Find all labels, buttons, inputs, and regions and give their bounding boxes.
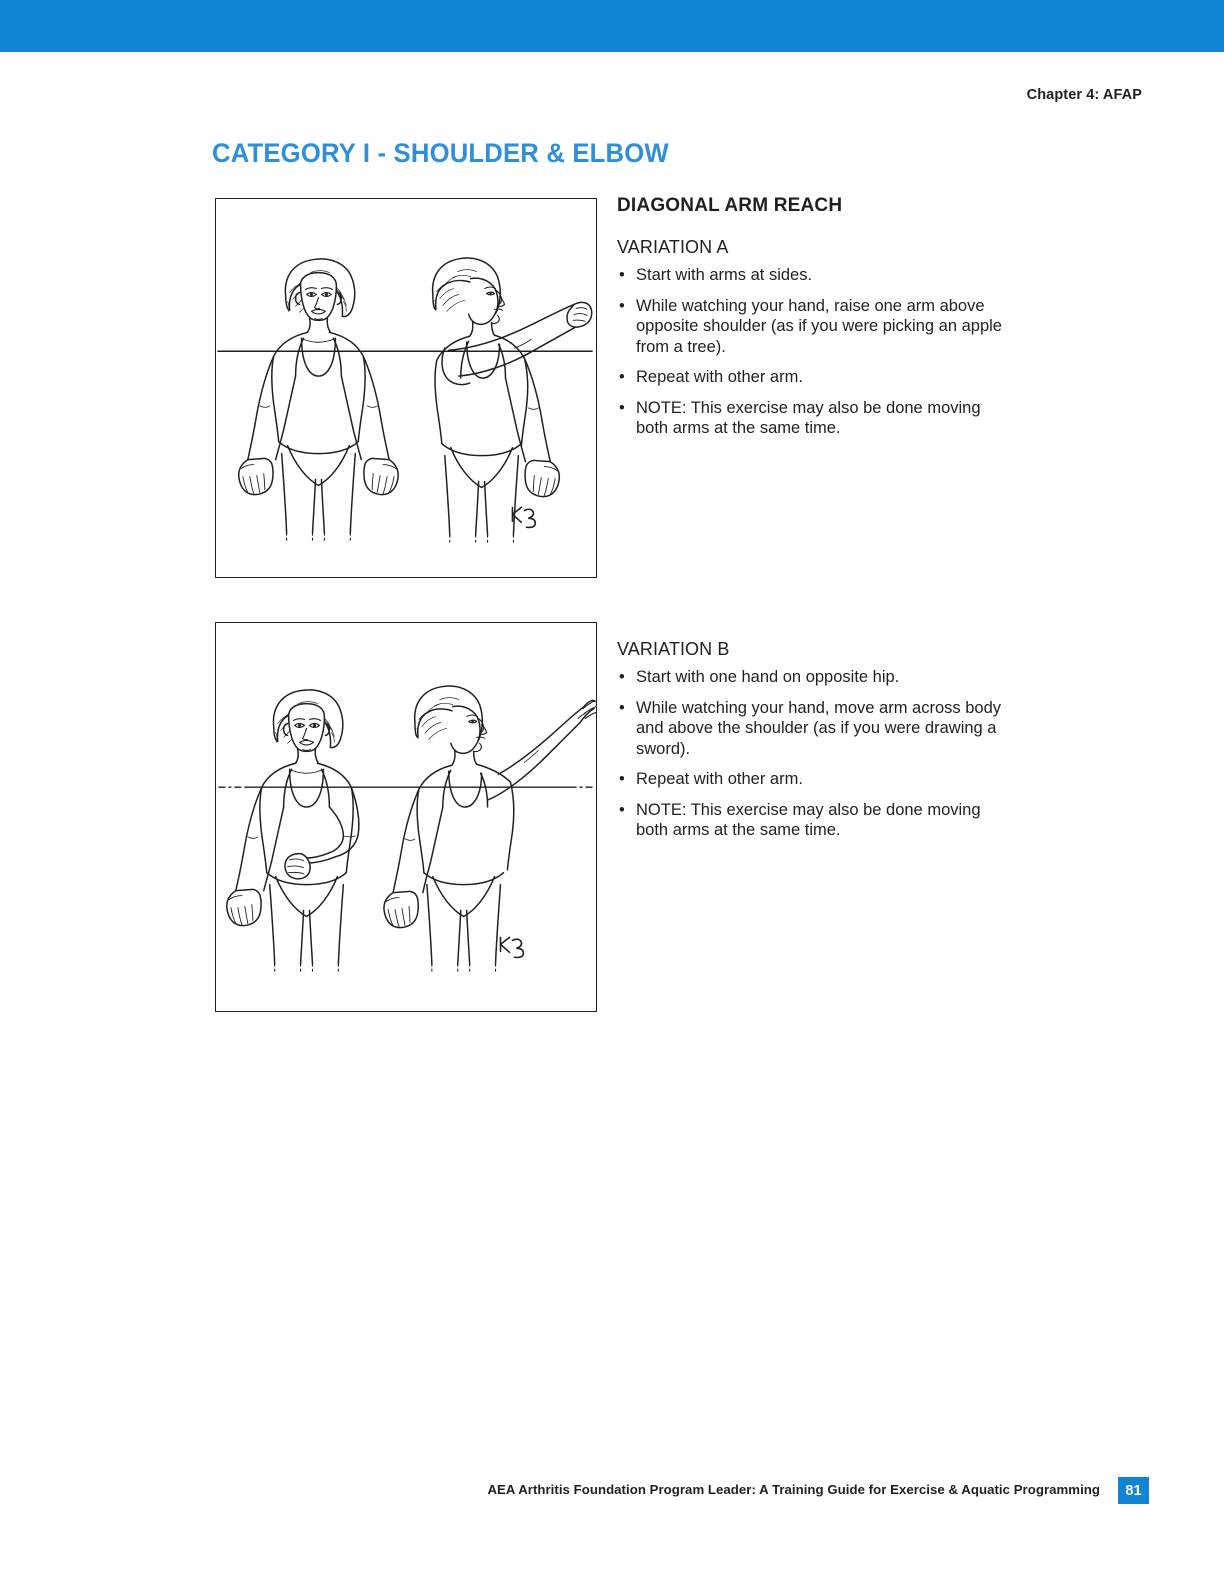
variation-b-heading: VARIATION B	[617, 639, 730, 659]
list-item-text: Repeat with other arm.	[636, 368, 803, 386]
category-heading: CATEGORY I - SHOULDER & ELBOW	[212, 138, 669, 168]
page-footer	[0, 1477, 1224, 1505]
list-item	[619, 769, 1009, 790]
list-item-text: Repeat with other arm.	[636, 770, 803, 788]
variation-b-figure-drawing	[216, 623, 596, 1011]
variation-a-heading: VARIATION A	[617, 237, 729, 257]
bullet-icon: •	[619, 368, 625, 386]
list-item-text: While watching your hand, raise one arm above opposite shoulder (as if you were picking an apple from a tree).	[636, 296, 1002, 356]
running-head: Chapter 4: AFAP	[1026, 87, 1142, 103]
artist-signature	[512, 507, 535, 527]
list-item-text: NOTE: This exercise may also be done moving both arms at the same time.	[636, 800, 981, 839]
list-item	[619, 296, 1009, 358]
variation-b-instruction-list	[619, 667, 1009, 851]
bullet-icon: •	[619, 296, 625, 315]
bullet-icon: •	[619, 668, 625, 686]
artist-signature	[501, 937, 524, 957]
list-item-text: Start with one hand on opposite hip.	[636, 668, 900, 686]
variation-a-instruction-list	[619, 265, 1009, 449]
exercise-title: DIAGONAL ARM REACH	[617, 195, 843, 216]
list-item	[619, 265, 1009, 286]
bullet-icon: •	[619, 398, 625, 417]
variation-a-figure-drawing	[216, 199, 596, 577]
list-item-text: NOTE: This exercise may also be done moving both arms at the same time.	[636, 398, 981, 437]
list-item	[619, 398, 1009, 439]
list-item	[619, 367, 1009, 388]
list-item-text: Start with arms at sides.	[636, 266, 813, 284]
variation-a-illustration	[215, 198, 597, 578]
bullet-icon: •	[619, 770, 625, 788]
bullet-icon: •	[619, 800, 625, 819]
variation-b-illustration	[215, 622, 597, 1012]
list-item	[619, 667, 1009, 688]
bullet-icon: •	[619, 266, 625, 284]
list-item	[619, 698, 1009, 760]
footer-title: AEA Arthritis Foundation Program Leader: A Training Guide for Exercise & Aquatic Programming	[487, 1482, 1100, 1497]
top-blue-banner	[0, 0, 1224, 52]
bullet-icon: •	[619, 698, 625, 717]
page-number-badge: 81	[1118, 1477, 1149, 1504]
list-item-text: While watching your hand, move arm across body and above the shoulder (as if you were drawing a sword).	[636, 698, 1001, 758]
list-item	[619, 800, 1009, 841]
